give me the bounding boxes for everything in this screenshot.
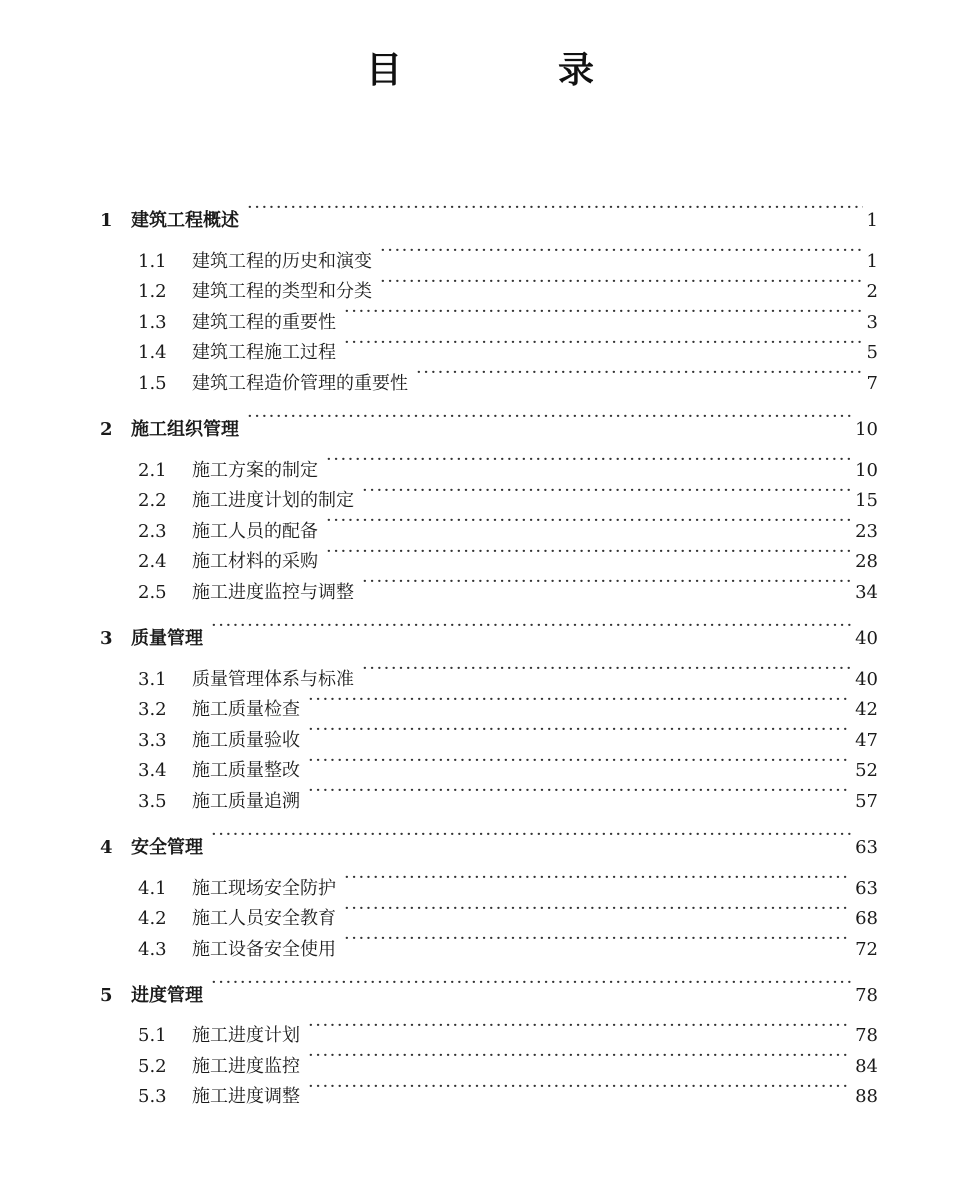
chapter-title: 施工组织管理 (131, 418, 239, 440)
page-number: 47 (855, 729, 878, 751)
section-number: 3.1 (138, 668, 167, 690)
section-title: 建筑工程的历史和演变 (192, 250, 372, 272)
dot-leader (362, 567, 851, 598)
toc-section-entry[interactable] (100, 445, 878, 481)
section-number: 3.5 (138, 790, 167, 812)
dot-leader (344, 863, 851, 894)
page-number: 3 (866, 311, 878, 333)
dot-leader (344, 924, 851, 955)
page-number: 88 (855, 1086, 878, 1108)
section-title: 施工材料的采购 (192, 551, 318, 573)
chapter-title: 质量管理 (131, 627, 203, 649)
chapter-title: 进度管理 (131, 984, 203, 1006)
page-number: 40 (855, 668, 878, 690)
section-number: 2.5 (138, 581, 167, 603)
dot-leader (308, 1011, 851, 1042)
section-title: 施工进度监控 (192, 1055, 300, 1077)
section-title: 施工质量追溯 (192, 790, 300, 812)
page-number: 10 (855, 459, 878, 481)
toc-chapter-entry[interactable] (100, 817, 878, 858)
section-number: 5.3 (138, 1086, 167, 1108)
page-number: 84 (855, 1055, 878, 1077)
page-number: 57 (855, 790, 878, 812)
section-number: 4.2 (138, 908, 167, 930)
section-number: 2.1 (138, 459, 167, 481)
section-number: 4.3 (138, 938, 167, 960)
chapter-title: 建筑工程概述 (131, 210, 239, 231)
page-number: 2 (866, 281, 878, 303)
dot-leader (308, 1041, 851, 1072)
page-number: 40 (855, 627, 878, 649)
page-number: 1 (866, 250, 878, 272)
section-title: 施工进度调整 (192, 1086, 300, 1108)
chapter-number: 1 (100, 210, 113, 231)
dot-leader (308, 746, 851, 777)
table-of-contents (100, 190, 878, 1112)
dot-leader (362, 476, 851, 507)
toc-chapter-entry[interactable] (100, 190, 878, 231)
dot-leader (344, 894, 851, 925)
toc-chapter-3 (100, 608, 878, 812)
section-title: 施工人员安全教育 (192, 908, 336, 930)
toc-chapter-entry[interactable] (100, 608, 878, 649)
section-number: 3.4 (138, 760, 167, 782)
page-number: 15 (855, 490, 878, 512)
chapter-title: 安全管理 (131, 836, 203, 858)
page-number: 78 (855, 984, 878, 1006)
section-title: 施工设备安全使用 (192, 938, 336, 960)
section-number: 2.3 (138, 520, 167, 542)
dot-leader (416, 358, 863, 389)
dot-leader (344, 328, 863, 359)
toc-chapter-2 (100, 399, 878, 603)
section-title: 施工质量整改 (192, 760, 300, 782)
section-number: 5.2 (138, 1055, 167, 1077)
section-title: 建筑工程施工过程 (192, 342, 336, 364)
dot-leader (326, 445, 851, 476)
section-title: 施工进度监控与调整 (192, 581, 354, 603)
section-title: 施工方案的制定 (192, 459, 318, 481)
page-number: 10 (855, 418, 878, 440)
page-number: 28 (855, 551, 878, 573)
toc-chapter-5 (100, 965, 878, 1108)
section-title: 质量管理体系与标准 (192, 668, 354, 690)
toc-chapter-entry[interactable] (100, 399, 878, 440)
page-number: 68 (855, 908, 878, 930)
section-title: 施工进度计划 (192, 1025, 300, 1047)
page-number: 72 (855, 938, 878, 960)
section-number: 5.1 (138, 1025, 167, 1047)
section-number: 1.5 (138, 372, 167, 394)
dot-leader (247, 399, 851, 435)
dot-leader (308, 715, 851, 746)
section-title: 施工质量检查 (192, 699, 300, 721)
page-number: 52 (855, 760, 878, 782)
dot-leader (308, 776, 851, 807)
section-number: 2.2 (138, 490, 167, 512)
page-title: 目 录 (365, 49, 654, 91)
toc-chapter-entry[interactable] (100, 965, 878, 1006)
chapter-number: 4 (100, 836, 113, 858)
page-number: 23 (855, 520, 878, 542)
toc-chapter-4 (100, 817, 878, 960)
toc-section-entry[interactable] (100, 654, 878, 690)
dot-leader (326, 537, 851, 568)
dot-leader (326, 506, 851, 537)
dot-leader (308, 1072, 851, 1103)
page-number: 5 (866, 342, 878, 364)
page-number: 63 (855, 836, 878, 858)
toc-section-entry[interactable] (100, 236, 878, 272)
toc-section-entry[interactable] (100, 863, 878, 899)
dot-leader (211, 817, 851, 853)
section-number: 1.1 (138, 250, 167, 272)
section-title: 建筑工程造价管理的重要性 (192, 372, 408, 394)
section-title: 施工质量验收 (192, 729, 300, 751)
page-number: 63 (855, 877, 878, 899)
chapter-number: 2 (100, 418, 113, 440)
dot-leader (308, 685, 851, 716)
chapter-number: 5 (100, 984, 113, 1006)
section-number: 4.1 (138, 877, 167, 899)
section-number: 1.3 (138, 311, 167, 333)
toc-section-entry[interactable] (100, 1011, 878, 1047)
page-number: 7 (866, 372, 878, 394)
page-number: 1 (866, 210, 878, 231)
section-title: 建筑工程的类型和分类 (192, 281, 372, 303)
section-title: 施工现场安全防护 (192, 877, 336, 899)
section-number: 1.4 (138, 342, 167, 364)
page-number: 78 (855, 1025, 878, 1047)
dot-leader (247, 190, 863, 226)
dot-leader (211, 965, 851, 1001)
section-title: 建筑工程的重要性 (192, 311, 336, 333)
page-number: 42 (855, 699, 878, 721)
dot-leader (211, 608, 851, 644)
dot-leader (380, 236, 863, 267)
toc-chapter-1 (100, 190, 878, 394)
section-number: 2.4 (138, 551, 167, 573)
dot-leader (362, 654, 851, 685)
section-title: 施工进度计划的制定 (192, 490, 354, 512)
section-number: 1.2 (138, 281, 167, 303)
chapter-number: 3 (100, 627, 113, 649)
page-number: 34 (855, 581, 878, 603)
section-number: 3.3 (138, 729, 167, 751)
dot-leader (344, 297, 863, 328)
section-title: 施工人员的配备 (192, 520, 318, 542)
dot-leader (380, 267, 863, 298)
section-number: 3.2 (138, 699, 167, 721)
